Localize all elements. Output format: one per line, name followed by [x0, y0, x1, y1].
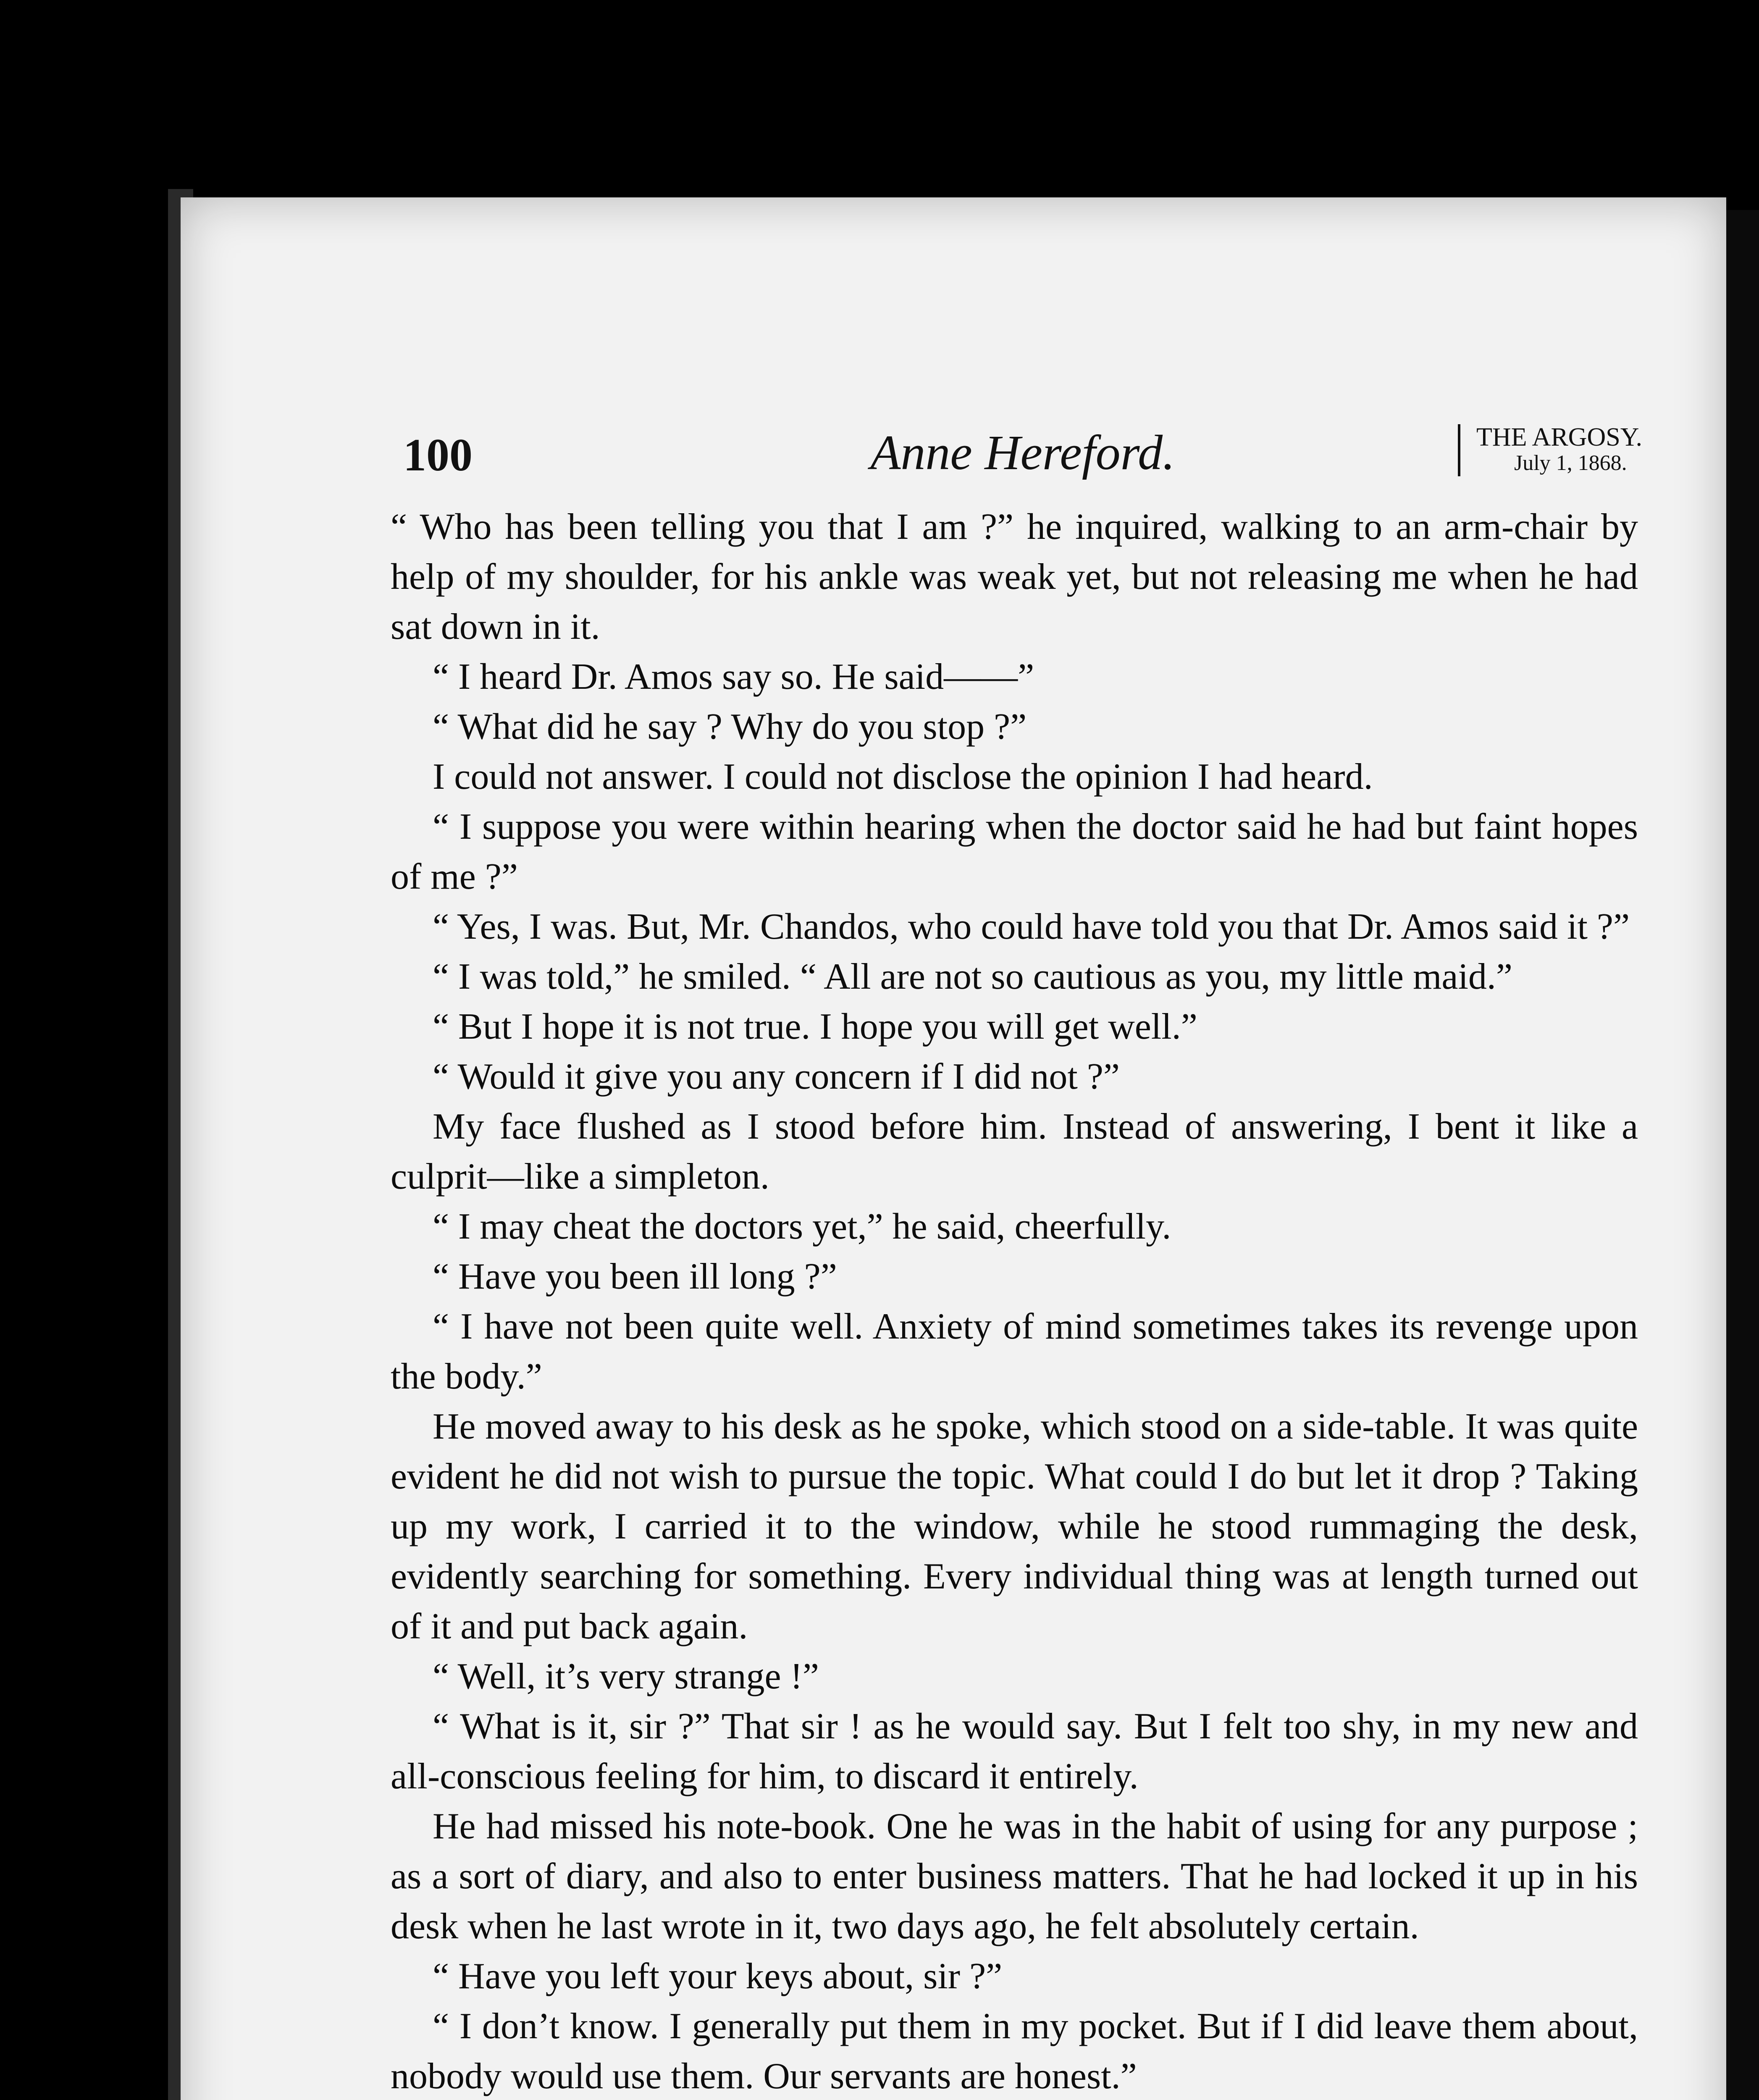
paragraph: “ I have not been quite well. Anxiety of mind sometimes takes its revenge upon the body.” — [391, 1306, 1638, 1397]
paragraph: “ I suppose you were within hearing when the doctor said he had but faint hopes of me ?” — [391, 806, 1638, 897]
running-head — [403, 424, 1642, 483]
paragraph: “ Have you been ill long ?” — [433, 1256, 837, 1297]
paragraph: I could not answer. I could not disclose the opinion I had heard. — [433, 756, 1373, 797]
paragraph: My face flushed as I stood before him. Instead of answering, I bent it like a culprit—like a simpleton. — [391, 1106, 1638, 1197]
paragraph: “ What did he say ? Why do you stop ?” — [433, 706, 1027, 747]
paragraph: “ Have you left your keys about, sir ?” — [433, 1956, 1003, 1997]
journal-date: July 1, 1868. — [1514, 451, 1627, 475]
paragraph: “ Who has been telling you that I am ?” he inquired, walking to an arm-chair by help of my shoulder, for his ankle was weak yet, but not releasing me when he had sat down in it. — [391, 507, 1638, 647]
page-number: 100 — [403, 429, 473, 480]
paragraph: “ Would it give you any concern if I did not ?” — [433, 1056, 1120, 1097]
paragraph: He had missed his note-book. One he was in the habit of using for any purpose ; as a sort of diary, and also to enter business matters. That he had locked it up in his desk when he last wrote in it, two days ago, he felt absolutely certain. — [391, 1806, 1638, 1947]
body-text — [391, 502, 1638, 2100]
paragraph: He moved away to his desk as he spoke, which stood on a side-table. It was quite evident he did not wish to pursue the topic. What could I do but let it drop ? Taking up my work, I carried it to the window, while he stood rummaging the desk, evidently searching for something. Every individual thing was at length turned out of it and put back again. — [391, 1406, 1638, 1647]
book-title: Anne Hereford. — [870, 425, 1175, 480]
journal-name: THE ARGOSY. — [1476, 423, 1642, 452]
paragraph: “ What is it, sir ?” That sir ! as he would say. But I felt too shy, in my new and all-conscious feeling for him, to discard it entirely. — [391, 1706, 1638, 1797]
paragraph: “ But I hope it is not true. I hope you will get well.” — [433, 1006, 1197, 1047]
paragraph: “ I don’t know. I generally put them in my pocket. But if I did leave them about, nobody would use them. Our servants are honest.” — [391, 2006, 1638, 2097]
paragraph: “ I heard Dr. Amos say so. He said——” — [433, 656, 1034, 697]
paragraph: “ Yes, I was. But, Mr. Chandos, who could have told you that Dr. Amos said it ?” — [433, 906, 1630, 947]
paragraph: “ Well, it’s very strange !” — [433, 1656, 819, 1697]
paragraph: “ I was told,” he smiled. “ All are not so cautious as you, my little maid.” — [433, 956, 1512, 997]
paragraph: “ I may cheat the doctors yet,” he said, cheerfully. — [433, 1206, 1171, 1247]
journal-bracket — [1458, 424, 1642, 476]
